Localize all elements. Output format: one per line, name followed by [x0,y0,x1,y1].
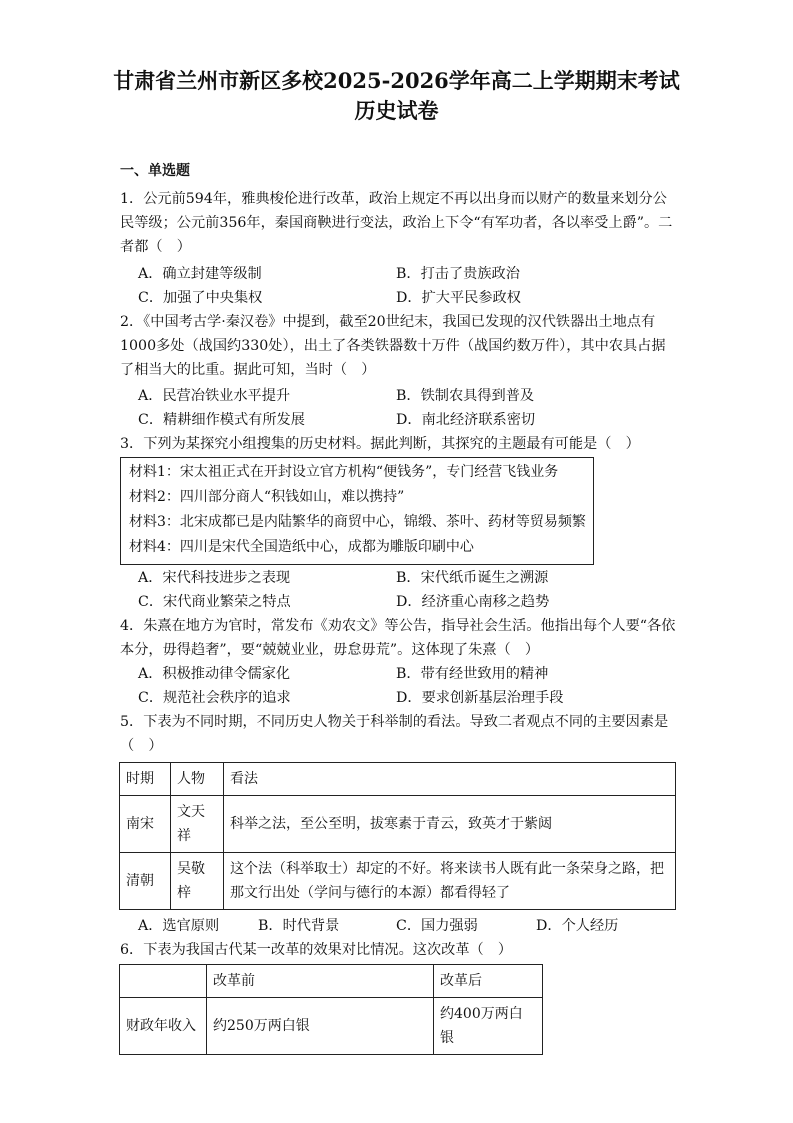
question-5-option-d[interactable]: D．个人经历 [536,918,619,934]
material-1: 材料1：宋太祖正式在开封设立官方机构“便钱务”，专门经营飞钱业务 [129,464,559,480]
question-2-option-b[interactable]: B．铁制农具得到普及 [396,388,535,404]
material-2: 材料2：四川部分商人“积钱如山，难以携持” [129,489,405,505]
section-heading: 一、单选题 [120,163,190,179]
question-5-stem: 5．下表为不同时期，不同历史人物关于科举制的看法。导致二者观点不同的主要因素是（ ） [120,714,669,754]
question-3-option-b[interactable]: B．宋代纸币诞生之溯源 [396,570,549,586]
table-cell: 约400万两白银 [434,998,543,1055]
question-5-option-c[interactable]: C．国力强弱 [396,918,478,934]
question-5-option-b[interactable]: B．时代背景 [258,918,340,934]
table-header-cell: 时期 [120,763,171,796]
question-1-stem: 1．公元前594年，雅典梭伦进行改革，政治上规定不再以出身而以财产的数量来划分公民等级；公元前356年，秦国商鞅进行变法，政治上下令“有军功者，各以率受上爵”。二者都（ ） [120,191,673,255]
table-header-row [120,763,676,796]
question-3-materials-box [120,457,594,565]
question-4-stem: 4．朱熹在地方为官时，常发布《劝农文》等公告，指导社会生活。他指出每个人要“各依本分，毋得趋奢”，要“兢兢业业，毋怠毋荒”。这体现了朱熹（ ） [120,618,676,658]
question-6-stem: 6．下表为我国古代某一改革的效果对比情况。这次改革（ ） [120,942,513,958]
question-4-option-c[interactable]: C．规范社会秩序的追求 [138,690,291,706]
question-1-option-c[interactable]: C．加强了中央集权 [138,290,263,306]
question-1-option-d[interactable]: D．扩大平民参政权 [396,290,521,306]
table-header-cell: 看法 [224,763,676,796]
table-cell: 科举之法，至公至明，拔寒素于青云，致英才于紫闼 [224,796,676,853]
question-2-option-d[interactable]: D．南北经济联系密切 [396,412,536,428]
table-header-cell: 改革后 [434,965,543,998]
question-3-option-a[interactable]: A．宋代科技进步之表现 [138,570,291,586]
exam-title: 甘肃省兰州市新区多校2025-2026学年高二上学期期末考试历史试卷 [113,68,680,123]
table-cell: 这个法（科举取士）却定的不好。将来读书人既有此一条荣身之路，把那文行出处（学问与德行的本源）都看得轻了 [224,853,676,910]
table-cell: 约250万两白银 [207,998,434,1055]
question-4-option-d[interactable]: D．要求创新基层治理手段 [396,690,564,706]
table-cell: 财政年收入 [120,998,207,1055]
question-2-option-c[interactable]: C．精耕细作模式有所发展 [138,412,305,428]
question-3-option-d[interactable]: D．经济重心南移之趋势 [396,594,550,610]
table-cell: 文天祥 [171,796,224,853]
question-2-option-a[interactable]: A．民营冶铁业水平提升 [138,388,291,404]
question-2-stem: 2．《中国考古学·秦汉卷》中提到，截至20世纪末，我国已发现的汉代铁器出土地点有1000多处（战国约330处），出土了各类铁器数十万件（战国约数万件），其中农具占据了相当大的比重。据此可知，当时（ ） [120,314,666,378]
question-5-table [119,762,676,910]
question-3-option-c[interactable]: C．宋代商业繁荣之特点 [138,594,291,610]
question-5-option-a[interactable]: A．选官原则 [138,918,220,934]
table-header-row [120,965,543,998]
table-cell: 清朝 [120,853,171,910]
table-row [120,853,676,910]
table-header-cell [120,965,207,998]
material-4: 材料4：四川是宋代全国造纸中心，成都为雕版印刷中心 [129,539,474,555]
table-header-cell: 人物 [171,763,224,796]
question-1-option-a[interactable]: A．确立封建等级制 [138,266,262,282]
table-row [120,796,676,853]
question-4-option-a[interactable]: A．积极推动律令儒家化 [138,666,291,682]
table-cell: 南宋 [120,796,171,853]
question-1-option-b[interactable]: B．打击了贵族政治 [396,266,520,282]
table-row [120,998,543,1055]
table-header-cell: 改革前 [207,965,434,998]
table-cell: 吴敬梓 [171,853,224,910]
material-3: 材料3：北宋成都已是内陆繁华的商贸中心，锦缎、茶叶、药材等贸易频繁 [129,514,586,530]
question-3-stem: 3．下列为某探究小组搜集的历史材料。据此判断，其探究的主题最有可能是（ ） [120,436,640,452]
question-4-option-b[interactable]: B．带有经世致用的精神 [396,666,549,682]
question-6-table [119,964,543,1055]
